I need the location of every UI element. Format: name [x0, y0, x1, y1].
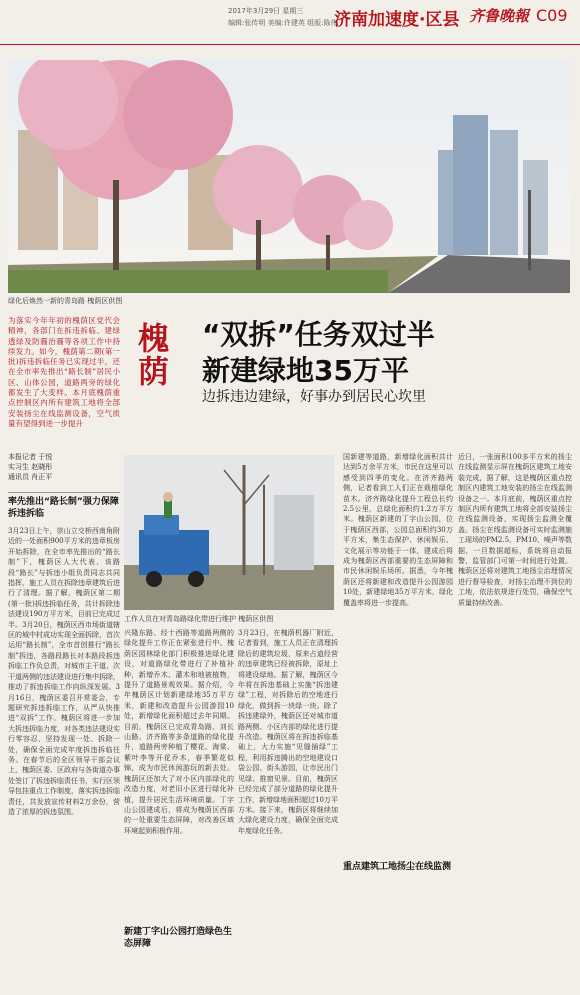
body-column-1: 3月23日上午，崇山立交桥西南角附近的一处面积900平方米的违章板房开始拆除，在全市率先推出的“路长制”下，槐荫区人大代表、该路段“路长”与拆违小组负责同志共同指挥，施工人员在拆除违章建筑后进行了清理。据了解，槐荫区第二期(第一批)拆违拆临任务，共计拆除违法建设190万平方米，目前已完成过半。3月20日，槐荫区西市场街道辖区的城中村成功实现全面拆除，首次运用“路长制”，全市首创推行“路长制”拆违，各路段路长对本路段拆违拆临工作负总责，对城市主干道、次干道两侧的违法建设进行集中拆除，推动了拆违拆临工作向纵深发展。3月16日，槐荫区委召开常委会，专题研究拆违拆临工作，从严从快推进“双拆”工作。槐荫区将进一步加大拆违拆临力度，对各类违法建设实行零容忍，坚持发现一处、拆除一处，确保全面完成年度拆违拆临任务。在春节后的全区领导干部会议上，槐荫区委、区政府与各街道办事处签订了拆违拆临责任书，实行区领导包挂重点工作制度，落实拆违拆临责任，共发放宣传材料2万余份，营造了浓厚的拆违氛围。 [8, 527, 120, 816]
street-blossom-illustration [8, 60, 570, 293]
headline-line2: 新建绿地35万平 [202, 354, 409, 387]
subhead-dust-monitoring: 重点建筑工地扬尘在线监测 [343, 862, 452, 872]
byline-reporter: 本报记者 于悦 [8, 453, 53, 461]
body-column-3: 3月23日，在槐荫机器厂附近，记者看到，施工人员正在清理拆除后的建筑垃圾，原来占道经营的违章建筑已经被拆除，原址上将建设绿地。据了解，槐荫区今年将在拆违基础上实施“拆违建绿”工程，对拆除后的空地进行绿化，做到拆一块绿一块。除了拆违建绿外，槐荫区还对城市道路两侧、小区内部的绿化进行提升改造。槐荫区将在拆违拆临基础上，大力实施“见缝插绿”工程，利用拆违腾出的空地建设口袋公园、街头游园，让市民出门见绿、推窗见景。目前，槐荫区已经完成了部分道路的绿化提升工作，新增绿地面积超过10万平方米。接下来，槐荫区将继续加大绿化建设力度，确保全面完成年度绿化任务。 [238, 629, 338, 835]
date-line: 2017年3月29日 星期三 [228, 7, 304, 15]
truck-illustration [124, 455, 334, 610]
body-column-2: 兴隆东路、经十西路等道路两侧的绿化提升工作正在紧张进行中。槐荫区园林绿化部门积极推进绿化建设，对道路绿化带进行了补植补种，新增乔木、灌木和地被植物，提升了道路景观效果。据介绍，今年槐荫区计划新建绿地35万平方米，新建和改造提升公园游园10处，新增绿化面积超过去年同期。目前，槐荫区已完成青岛路、刘长山路、济齐路等多条道路的绿化提升，道路两旁种植了樱花、海棠、紫叶李等开花乔木，春季繁花似锦，成为市民休闲游玩的新去处。槐荫区还加大了对小区内部绿化的改造力度，对老旧小区进行绿化补植，提升居民生活环境质量。丁字山公园建成后，将成为槐荫区西部的一处重要生态屏障，对改善区域环境起到积极作用。 [124, 629, 234, 835]
section-title: 济南加速度·区县 [334, 10, 460, 30]
subhead-road-chief: 率先推出“路长制”强力保障拆违拆临 [8, 492, 120, 520]
top-photo-caption: 绿化后焕然一新的青岛路 槐荫区供图 [8, 297, 123, 305]
byline [8, 452, 52, 482]
editor-line: 编辑:张传明 美编:许建英 组版:陈伟 [228, 19, 338, 27]
headline-subtitle: 边拆违边建绿，好事办到居民心坎里 [202, 389, 426, 405]
district-label: 槐荫 [132, 322, 168, 388]
top-photo [8, 60, 570, 293]
body-column-4: 国新建等道路，新增绿化面积共计达到5万余平方米，市民在这里可以感受到四季的变化。在济齐路两侧，记者看到工人们正在栽植绿化苗木。济齐路绿化提升工程总长约2.5公里，总绿化面积约1.2万平方米。槐荫区新建的丁字山公园，位于槐荫区西部，公园总面积约30万平方米，集生态保护、休闲娱乐、文化展示等功能于一体，建成后将成为槐荫区西部重要的生态屏障和市民休闲娱乐场所。据悉，今年槐荫区还将新建和改造提升公园游园10处，新建绿地35万平方米，绿化覆盖率将进一步提高。 [343, 453, 453, 607]
lead-summary: 为落实今年年初的槐荫区党代会精神，各部门在拆违拆临、建绿透绿及防霾治霾等各项工作中持续发力。如今，槐荫第二期(第一批)拆违拆临任务已实现过半，还在全市率先推出“路长制”居民小区、山体公园，道路两旁的绿化都发生了大变样。本月底槐荫重点控制区内所有建筑工地将全部安装扬尘在线监测设备，空气质量有望得到进一步提升 [8, 316, 120, 428]
middle-photo [124, 455, 334, 610]
headline-line1: “双拆”任务双过半 [202, 318, 435, 351]
subhead-park: 新建丁字山公园打造绿色生态屏障 [124, 927, 233, 949]
newspaper-logo: 齐鲁晚報 [469, 7, 530, 25]
body-column-4b [343, 890, 453, 990]
body-column-5: 近日，一张面积100多平方米的扬尘在线监测显示屏在槐荫区建筑工地安装完成，据了解，这是槐荫区重点控制区内建筑工地安装的扬尘在线监测设备之一。本月底前，槐荫区重点控制区内所有建筑工地将全部安装扬尘在线监测设备，实现扬尘监测全覆盖。扬尘在线监测设备可实时监测施工现场的PM2.5、PM10、噪声等数据，一旦数据超标，系统将自动报警，监管部门可第一时间进行处置。槐荫区还将对建筑工地扬尘治理情况进行督导检查，对扬尘治理不到位的工地，依法依规进行处罚，确保空气质量持续改善。 [458, 453, 572, 607]
middle-photo-caption: 工作人员在对青岛路绿化带进行维护 槐荫区供图 [124, 615, 274, 623]
byline-intern: 实习生 赵晓彤 [8, 463, 53, 471]
page-number: C09 [536, 6, 568, 25]
byline-correspondent: 通讯员 肖正平 [8, 473, 53, 481]
